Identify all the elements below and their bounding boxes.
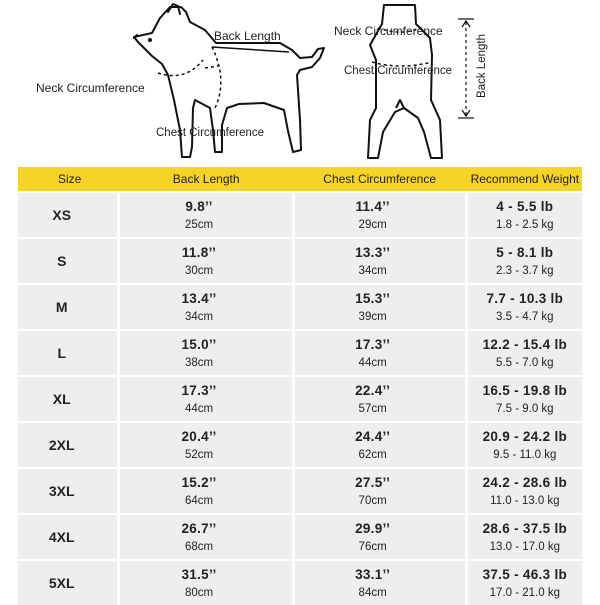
chest-circumference-cell	[295, 285, 465, 329]
weight-kg: 7.5 - 9.0 kg	[496, 402, 554, 415]
table-row	[18, 515, 582, 559]
weight-kg: 11.0 - 13.0 kg	[490, 494, 560, 507]
back-length-inches: 11.8’’	[181, 244, 217, 260]
recommend-weight-cell	[468, 331, 582, 375]
chest-circumference-inches: 11.4’’	[355, 198, 390, 214]
size-cell: 5XL	[18, 561, 117, 605]
recommend-weight-cell	[468, 193, 582, 237]
chest-circumference-cm: 62cm	[358, 448, 387, 461]
weight-lb: 12.2 - 15.4 lb	[482, 336, 568, 352]
back-length-inches: 15.0’’	[181, 336, 217, 352]
size-cell: XS	[18, 193, 117, 237]
chest-circumference-cell	[295, 423, 465, 467]
back-length-cm: 25cm	[184, 218, 214, 231]
neck-circumference-label: Neck Circumference	[36, 81, 145, 95]
table-row	[18, 239, 582, 283]
back-length-inches: 13.4’’	[181, 290, 217, 306]
chest-circumference-cell	[295, 193, 465, 237]
chest-circumference-cm: 84cm	[358, 586, 387, 599]
back-length-cell	[120, 561, 291, 605]
size-cell: 2XL	[18, 423, 117, 467]
recommend-weight-cell	[468, 377, 582, 421]
chest-circumference-cm: 70cm	[358, 494, 387, 507]
weight-lb: 24.2 - 28.6 lb	[482, 474, 568, 490]
recommend-weight-cell	[468, 239, 582, 283]
chest-circumference-cell	[295, 377, 465, 421]
recommend-weight-cell	[468, 515, 582, 559]
table-body	[18, 193, 582, 605]
header-size: Size	[58, 172, 82, 186]
back-length-cm: 30cm	[184, 264, 214, 277]
measurement-diagram	[0, 0, 600, 165]
suit-chest-circumference-label: Chest Circumference	[344, 65, 453, 77]
table-row	[18, 285, 582, 329]
back-length-cm: 52cm	[184, 448, 214, 461]
chest-circumference-inches: 13.3’’	[355, 244, 391, 260]
back-length-cell	[120, 377, 291, 421]
chest-circumference-label: Chest Circumference	[156, 127, 265, 139]
table-row	[18, 561, 582, 605]
chest-circumference-cm: 29cm	[358, 218, 387, 231]
back-length-label: Back Length	[214, 29, 281, 43]
chest-circumference-cm: 76cm	[358, 540, 387, 553]
back-length-line	[212, 47, 289, 52]
table-row	[18, 193, 582, 237]
weight-kg: 5.5 - 7.0 kg	[496, 356, 554, 369]
size-cell: L	[18, 331, 117, 375]
chest-circumference-cell	[295, 331, 465, 375]
recommend-weight-cell	[468, 423, 582, 467]
size-chart-table	[18, 167, 582, 605]
weight-kg: 9.5 - 11.0 kg	[493, 448, 557, 461]
chest-dashed-line	[212, 47, 221, 108]
size-cell: M	[18, 285, 117, 329]
chest-circumference-cm: 34cm	[358, 264, 387, 277]
back-length-inches: 26.7’’	[181, 520, 217, 536]
chest-circumference-cell	[295, 561, 465, 605]
chest-circumference-inches: 17.3’’	[355, 336, 391, 352]
back-length-cm: 34cm	[184, 310, 214, 323]
weight-kg: 2.3 - 3.7 kg	[496, 264, 554, 277]
weight-lb: 7.7 - 10.3 lb	[486, 290, 564, 306]
weight-lb: 20.9 - 24.2 lb	[482, 428, 568, 444]
back-length-inches: 20.4’’	[181, 428, 217, 444]
back-length-inches: 15.2’’	[181, 474, 217, 490]
dog-eye-icon	[148, 38, 152, 42]
table-row	[18, 331, 582, 375]
chest-circumference-inches: 22.4’’	[355, 382, 391, 398]
back-length-inches: 31.5’’	[181, 566, 217, 582]
size-cell: 3XL	[18, 469, 117, 513]
chest-circumference-inches: 24.4’’	[355, 428, 391, 444]
back-length-cell	[120, 193, 291, 237]
chest-circumference-cm: 39cm	[358, 310, 387, 323]
recommend-weight-cell	[468, 469, 582, 513]
table-row	[18, 469, 582, 513]
chest-circumference-inches: 33.1’’	[355, 566, 391, 582]
back-length-cm: 44cm	[184, 402, 214, 415]
table-row	[18, 377, 582, 421]
back-length-cell	[120, 469, 291, 513]
recommend-weight-cell	[468, 561, 582, 605]
weight-lb: 5 - 8.1 lb	[496, 244, 554, 260]
weight-kg: 1.8 - 2.5 kg	[496, 218, 554, 231]
weight-lb: 28.6 - 37.5 lb	[482, 520, 568, 536]
back-length-cell	[120, 239, 291, 283]
chest-circumference-cm: 44cm	[358, 356, 387, 369]
back-length-cell	[120, 423, 291, 467]
suit-back-length-label: Back Length	[475, 34, 488, 98]
header-recommend-weight: Recommend Weight	[470, 172, 580, 186]
chest-circumference-cell	[295, 239, 465, 283]
back-length-cell	[120, 285, 291, 329]
back-length-cell	[120, 331, 291, 375]
size-cell: XL	[18, 377, 117, 421]
weight-lb: 37.5 - 46.3 lb	[482, 566, 568, 582]
weight-kg: 13.0 - 17.0 kg	[489, 540, 560, 553]
chest-circumference-cell	[295, 469, 465, 513]
weight-lb: 4 - 5.5 lb	[496, 198, 554, 214]
weight-kg: 17.0 - 21.0 kg	[489, 586, 560, 599]
header-back-length: Back Length	[172, 172, 240, 186]
table-row	[18, 423, 582, 467]
size-cell: 4XL	[18, 515, 117, 559]
chest-circumference-cm: 57cm	[358, 402, 387, 415]
chest-circumference-cell	[295, 515, 465, 559]
weight-kg: 3.5 - 4.7 kg	[496, 310, 554, 323]
back-length-cm: 38cm	[184, 356, 214, 369]
size-cell: S	[18, 239, 117, 283]
back-length-cell	[120, 515, 291, 559]
chest-circumference-inches: 15.3’’	[355, 290, 391, 306]
chest-circumference-inches: 27.5’’	[355, 474, 391, 490]
weight-lb: 16.5 - 19.8 lb	[482, 382, 568, 398]
recommend-weight-cell	[468, 285, 582, 329]
suit-neck-circumference-label: Neck Circumference	[334, 24, 443, 38]
back-length-cm: 64cm	[184, 494, 214, 507]
chest-circumference-inches: 29.9’’	[355, 520, 391, 536]
back-length-cm: 80cm	[184, 586, 214, 599]
back-length-inches: 9.8’’	[185, 198, 213, 214]
table-header	[18, 167, 582, 191]
back-length-cm: 68cm	[184, 540, 214, 553]
header-chest-circumference: Chest Circumference	[323, 172, 437, 186]
back-length-inches: 17.3’’	[181, 382, 217, 398]
